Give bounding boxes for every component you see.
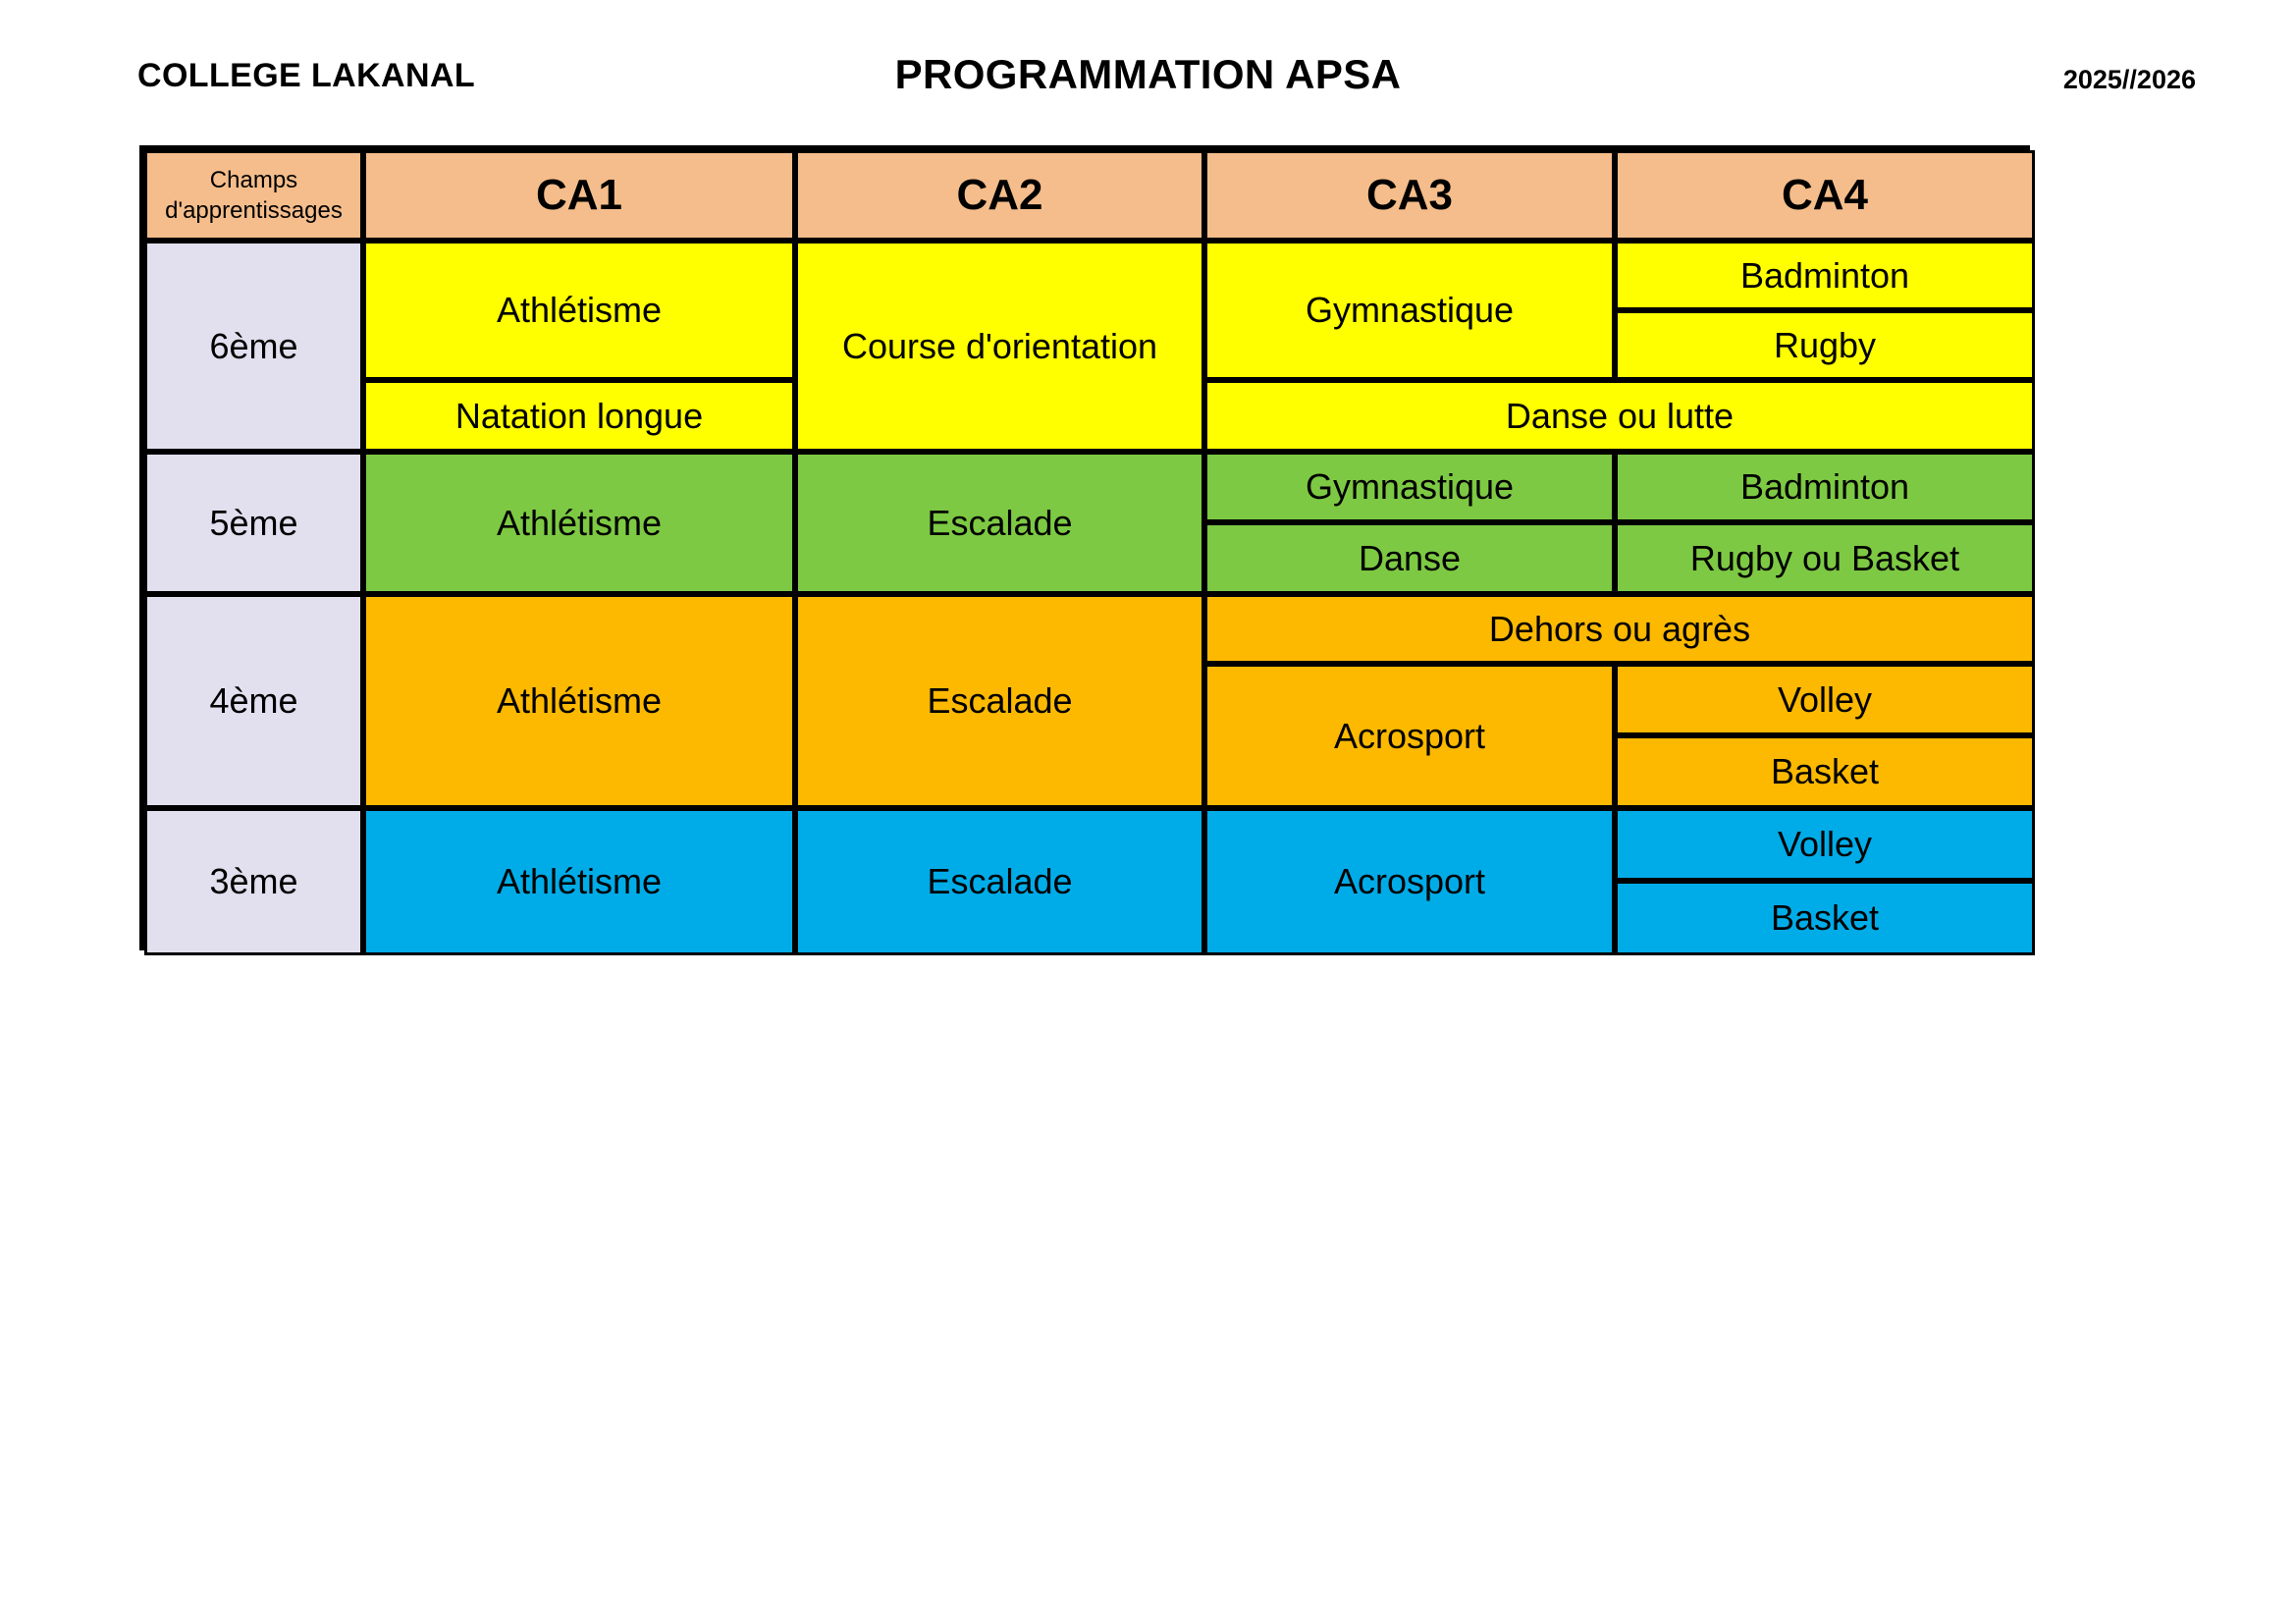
row-label-4eme: 4ème bbox=[144, 594, 363, 808]
apsa-programmation-table bbox=[139, 145, 2030, 950]
cell-4eme-ca2-escalade: Escalade bbox=[795, 594, 1204, 808]
cell-6eme-ca2-course-orientation: Course d'orientation bbox=[795, 241, 1204, 452]
cell-3eme-ca3-acrosport: Acrosport bbox=[1204, 808, 1615, 955]
column-header-ca1: CA1 bbox=[363, 150, 795, 241]
cell-6eme-ca1-athletisme: Athlétisme bbox=[363, 241, 795, 380]
cell-5eme-ca4-rugby-ou-basket: Rugby ou Basket bbox=[1615, 522, 2035, 594]
cell-6eme-ca1-natation: Natation longue bbox=[363, 380, 795, 452]
row-label-3eme: 3ème bbox=[144, 808, 363, 955]
corner-label-line2: d'apprentissages bbox=[165, 197, 343, 224]
cell-4eme-ca4-basket: Basket bbox=[1615, 735, 2035, 808]
cell-6eme-ca4-rugby: Rugby bbox=[1615, 310, 2035, 380]
cell-3eme-ca4-basket: Basket bbox=[1615, 881, 2035, 955]
cell-6eme-ca4-badminton: Badminton bbox=[1615, 241, 2035, 310]
column-header-ca4: CA4 bbox=[1615, 150, 2035, 241]
cell-5eme-ca1-athletisme: Athlétisme bbox=[363, 452, 795, 594]
column-header-ca2: CA2 bbox=[795, 150, 1204, 241]
row-label-5eme: 5ème bbox=[144, 452, 363, 594]
page-header bbox=[0, 0, 2296, 145]
cell-3eme-ca1-athletisme: Athlétisme bbox=[363, 808, 795, 955]
cell-4eme-ca4-volley: Volley bbox=[1615, 664, 2035, 735]
cell-6eme-ca3-gymnastique: Gymnastique bbox=[1204, 241, 1615, 380]
page-title: PROGRAMMATION APSA bbox=[894, 51, 1402, 97]
row-label-6eme: 6ème bbox=[144, 241, 363, 452]
cell-3eme-ca2-escalade: Escalade bbox=[795, 808, 1204, 955]
cell-5eme-ca2-escalade: Escalade bbox=[795, 452, 1204, 594]
school-name: COLLEGE LAKANAL bbox=[137, 57, 476, 94]
school-year-label: 2025//2026 bbox=[2062, 65, 2196, 94]
cell-5eme-ca3-danse: Danse bbox=[1204, 522, 1615, 594]
cell-4eme-ca1-athletisme: Athlétisme bbox=[363, 594, 795, 808]
cell-4eme-ca3-acrosport: Acrosport bbox=[1204, 664, 1615, 808]
cell-4eme-ca3-ca4-dehors-ou-agres: Dehors ou agrès bbox=[1204, 594, 2035, 664]
cell-6eme-ca3-ca4-danse-ou-lutte: Danse ou lutte bbox=[1204, 380, 2035, 452]
cell-5eme-ca3-gymnastique: Gymnastique bbox=[1204, 452, 1615, 522]
column-header-ca3: CA3 bbox=[1204, 150, 1615, 241]
table-corner-header bbox=[144, 150, 363, 241]
corner-label-line1: Champs bbox=[209, 166, 298, 193]
cell-3eme-ca4-volley: Volley bbox=[1615, 808, 2035, 881]
cell-5eme-ca4-badminton: Badminton bbox=[1615, 452, 2035, 522]
